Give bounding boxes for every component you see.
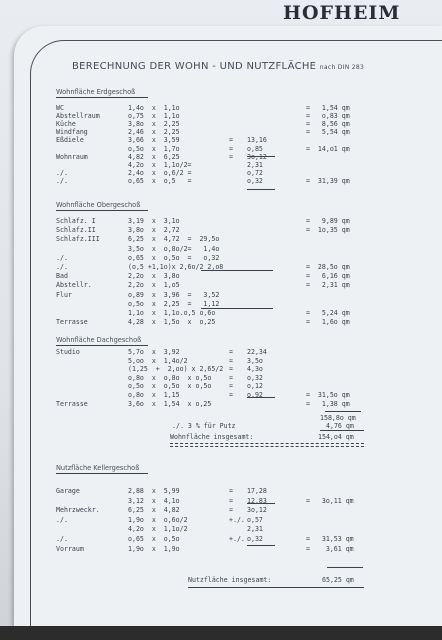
title-note: nach DIN 283 [319, 64, 365, 71]
row-equals: = [229, 506, 233, 515]
row-result: = 1,6o qm [306, 318, 350, 327]
row-calculation: o,8o x 1,15 [128, 391, 180, 399]
row-equals: = [229, 136, 233, 145]
row-label: ./. [56, 176, 68, 185]
usable-total-label: Nutzfläche insgesamt: [188, 576, 272, 584]
section-header: Wohnfläche Obergeschoß [56, 201, 141, 209]
subtotal-underline [247, 503, 275, 504]
row-label: Windfang [56, 128, 88, 137]
row-equals: = [229, 152, 233, 161]
row-label: Abstellraum [56, 112, 100, 121]
row-result: = o,83 qm [306, 112, 350, 121]
row-label: Terrasse [56, 318, 88, 327]
row-calculation: 3,6o x 1,54 x o,25 [128, 399, 212, 408]
row-equals: = [229, 487, 233, 495]
row-label: Schlafz.II [56, 226, 96, 235]
subtotal-underline [247, 189, 275, 190]
row-calculation: 2,88 x 5,99 [128, 487, 180, 495]
row-label: ./. [56, 535, 68, 543]
row-label: Küche [56, 120, 76, 129]
usable-total-value: 65,25 qm [322, 576, 354, 584]
putz-value: 4,76 qm [326, 422, 354, 430]
row-equals: = [229, 391, 233, 399]
row-label: Schlafz.III [56, 235, 100, 244]
row-subtotal: 22,34 [247, 348, 267, 356]
row-calculation: 6,25 x 4,82 [128, 506, 180, 515]
row-result: = 1o,35 qm [306, 226, 350, 235]
row-label: Vorraum [56, 544, 84, 553]
row-result: = 5,54 qm [306, 128, 350, 137]
row-result: = 31,39 qm [306, 176, 350, 185]
row-subtotal: o,72 [247, 168, 263, 177]
living-total-label: Wohnfläche insgesamt: [170, 433, 254, 441]
row-label: Terrasse [56, 399, 88, 408]
section-header: Nutzfläche Kellergeschoß [56, 464, 140, 472]
row-calculation: o,89 x 3,96 = 3,52 [128, 290, 220, 299]
row-result: = 9,89 qm [306, 217, 350, 225]
row-calculation: 2,2o x 3,8o [128, 272, 180, 281]
row-calculation: 1,9o x 1,9o [128, 544, 180, 553]
result-underline [327, 567, 363, 568]
row-label: ./. [56, 168, 68, 177]
row-subtotal: o,57 [247, 515, 263, 524]
row-subtotal: o,32 [247, 176, 263, 185]
living-total-value: 154,o4 qm [318, 433, 354, 441]
row-result: = 31,53 qm [306, 535, 354, 543]
section-header-underline [56, 97, 148, 98]
row-calculation: o,65 x o,5o [128, 535, 180, 543]
usable-total-line [188, 587, 364, 588]
row-label: Wohnraum [56, 152, 88, 161]
section-header-underline [56, 210, 148, 211]
row-subtotal: 4,3o [247, 365, 263, 374]
row-label: Bad [56, 272, 68, 281]
row-result: = 1,54 qm [306, 104, 350, 112]
row-calculation: 2,2o x 1,o5 [128, 281, 180, 290]
subtotal-underline [201, 270, 273, 271]
row-calculation: 2,46 x 2,25 [128, 128, 180, 137]
row-label: Abstellr. [56, 281, 92, 290]
section-header: Wohnfläche Dachgeschoß [56, 336, 142, 344]
row-calculation: o,65 x o,5 = [128, 176, 192, 185]
row-calculation: 4,28 x 1,5o x o,25 [128, 318, 216, 327]
row-equals: +./. [229, 535, 245, 543]
row-label: WC [56, 104, 64, 112]
section-header-underline [56, 345, 148, 346]
row-subtotal: 12,83 [247, 496, 267, 505]
row-calculation: o,75 x 1,1o [128, 112, 180, 121]
letterhead-brand: HOFHEIM [283, 2, 401, 24]
sum-value: 158,8o qm [320, 414, 356, 422]
living-total-dashline [170, 443, 364, 444]
row-calculation: o,5o x o,5o x o,5o [128, 382, 212, 391]
subtotal-underline [201, 308, 273, 309]
subtotal-underline [247, 397, 275, 398]
row-label: Mehrzweckr. [56, 506, 100, 515]
row-calculation: o,65 x o,5o = o,32 [128, 253, 220, 262]
subtotal-underline [247, 545, 275, 546]
row-calculation: 4,82 x 6,25 [128, 152, 180, 161]
row-label: Studio [56, 348, 80, 356]
row-result: = 3,61 qm [306, 544, 354, 553]
section-header-underline [56, 473, 148, 474]
row-result: = 28,5o qm [306, 263, 350, 271]
row-subtotal: 13,16 [247, 136, 267, 145]
row-subtotal: o,12 [247, 382, 263, 391]
row-calculation: 3,8o x 2,25 [128, 120, 180, 129]
row-equals: = [229, 373, 233, 382]
row-calculation: 4,2o x 1,1o/2= [128, 160, 192, 169]
row-subtotal: o,32 [247, 535, 263, 543]
result-underline [325, 411, 361, 412]
row-result: = 2,31 qm [306, 281, 350, 290]
putz-underline [320, 430, 364, 431]
row-label: Flur [56, 290, 72, 299]
row-equals: = [229, 365, 233, 374]
row-equals: +./. [229, 515, 245, 524]
row-calculation: 3,66 x 3,59 [128, 136, 180, 145]
row-equals: = [229, 144, 233, 153]
row-calculation: 5,7o x 3,92 [128, 348, 180, 356]
document-title [72, 61, 364, 72]
row-calculation: (1,25 + 2,oo) x 2,65/2 [128, 365, 224, 374]
row-result: = 31,5o qm [306, 391, 350, 399]
row-calculation: 3,5o x o,8o/2= 1,4o [128, 244, 220, 253]
row-calculation: 2,4o x o,6/2 = [128, 168, 192, 177]
row-equals: = [229, 382, 233, 391]
row-subtotal: o,32 [247, 373, 263, 382]
row-label: Eßdiele [56, 136, 84, 145]
row-subtotal: 17,28 [247, 487, 267, 495]
row-result: = 5,24 qm [306, 309, 350, 317]
row-subtotal: 2,31 [247, 525, 263, 534]
row-calculation: 6,25 x 4,72 = 29,5o [128, 235, 220, 244]
row-label: Garage [56, 487, 80, 495]
row-calculation: o,5o x 1,7o [128, 144, 180, 153]
subtotal-underline [247, 156, 275, 157]
row-calculation: (o,5 +1,1o)x 2,6o/2 2,o8 [128, 263, 224, 271]
row-label: ./. [56, 515, 68, 524]
row-calculation: 1,9o x o,6o/2 [128, 515, 188, 524]
row-equals: = [229, 356, 233, 365]
row-calculation: 5,oo x 1,4o/2 [128, 356, 188, 365]
row-subtotal: 3o,12 [247, 506, 267, 515]
row-equals: = [229, 348, 233, 356]
row-label: Schlafz. I [56, 217, 96, 225]
row-calculation: 3,12 x 4,1o [128, 496, 180, 505]
row-result: = 3o,11 qm [306, 496, 354, 505]
row-subtotal: o,92 [247, 391, 263, 399]
living-total-dashline [170, 446, 364, 447]
row-calculation: 3,8o x 2,72 [128, 226, 180, 235]
row-subtotal: o,85 [247, 144, 263, 153]
row-calculation: 1,4o x 1,1o [128, 104, 180, 112]
row-calculation: o,5o x 2,25 = 1,12 [128, 299, 220, 308]
row-label: ./. [56, 263, 68, 271]
table-edge [0, 626, 442, 640]
row-subtotal: 3o,12 [247, 152, 267, 161]
row-calculation: 3,19 x 3,1o [128, 217, 180, 225]
row-result: = 1,38 qm [306, 399, 350, 408]
row-calculation: 1,1o x 1,1o.o,5 o,6o [128, 309, 216, 317]
row-calculation: o,8o x o,8o x o,5o [128, 373, 212, 382]
row-result: = 8,56 qm [306, 120, 350, 129]
row-subtotal: 2,31 [247, 160, 263, 169]
row-label: ./. [56, 253, 68, 262]
title-main: BERECHNUNG DER WOHN - UND NUTZFLÄCHE [72, 61, 317, 72]
putz-label: ./. 3 % für Putz [172, 422, 236, 430]
row-equals: = [229, 496, 233, 505]
row-subtotal: 3,5o [247, 356, 263, 365]
row-result: = 6,16 qm [306, 272, 350, 281]
row-result: = 14,o1 qm [306, 144, 350, 153]
section-header: Wohnfläche Erdgeschoß [56, 88, 136, 96]
row-calculation: 4,2o x 1,1o/2 [128, 525, 188, 534]
